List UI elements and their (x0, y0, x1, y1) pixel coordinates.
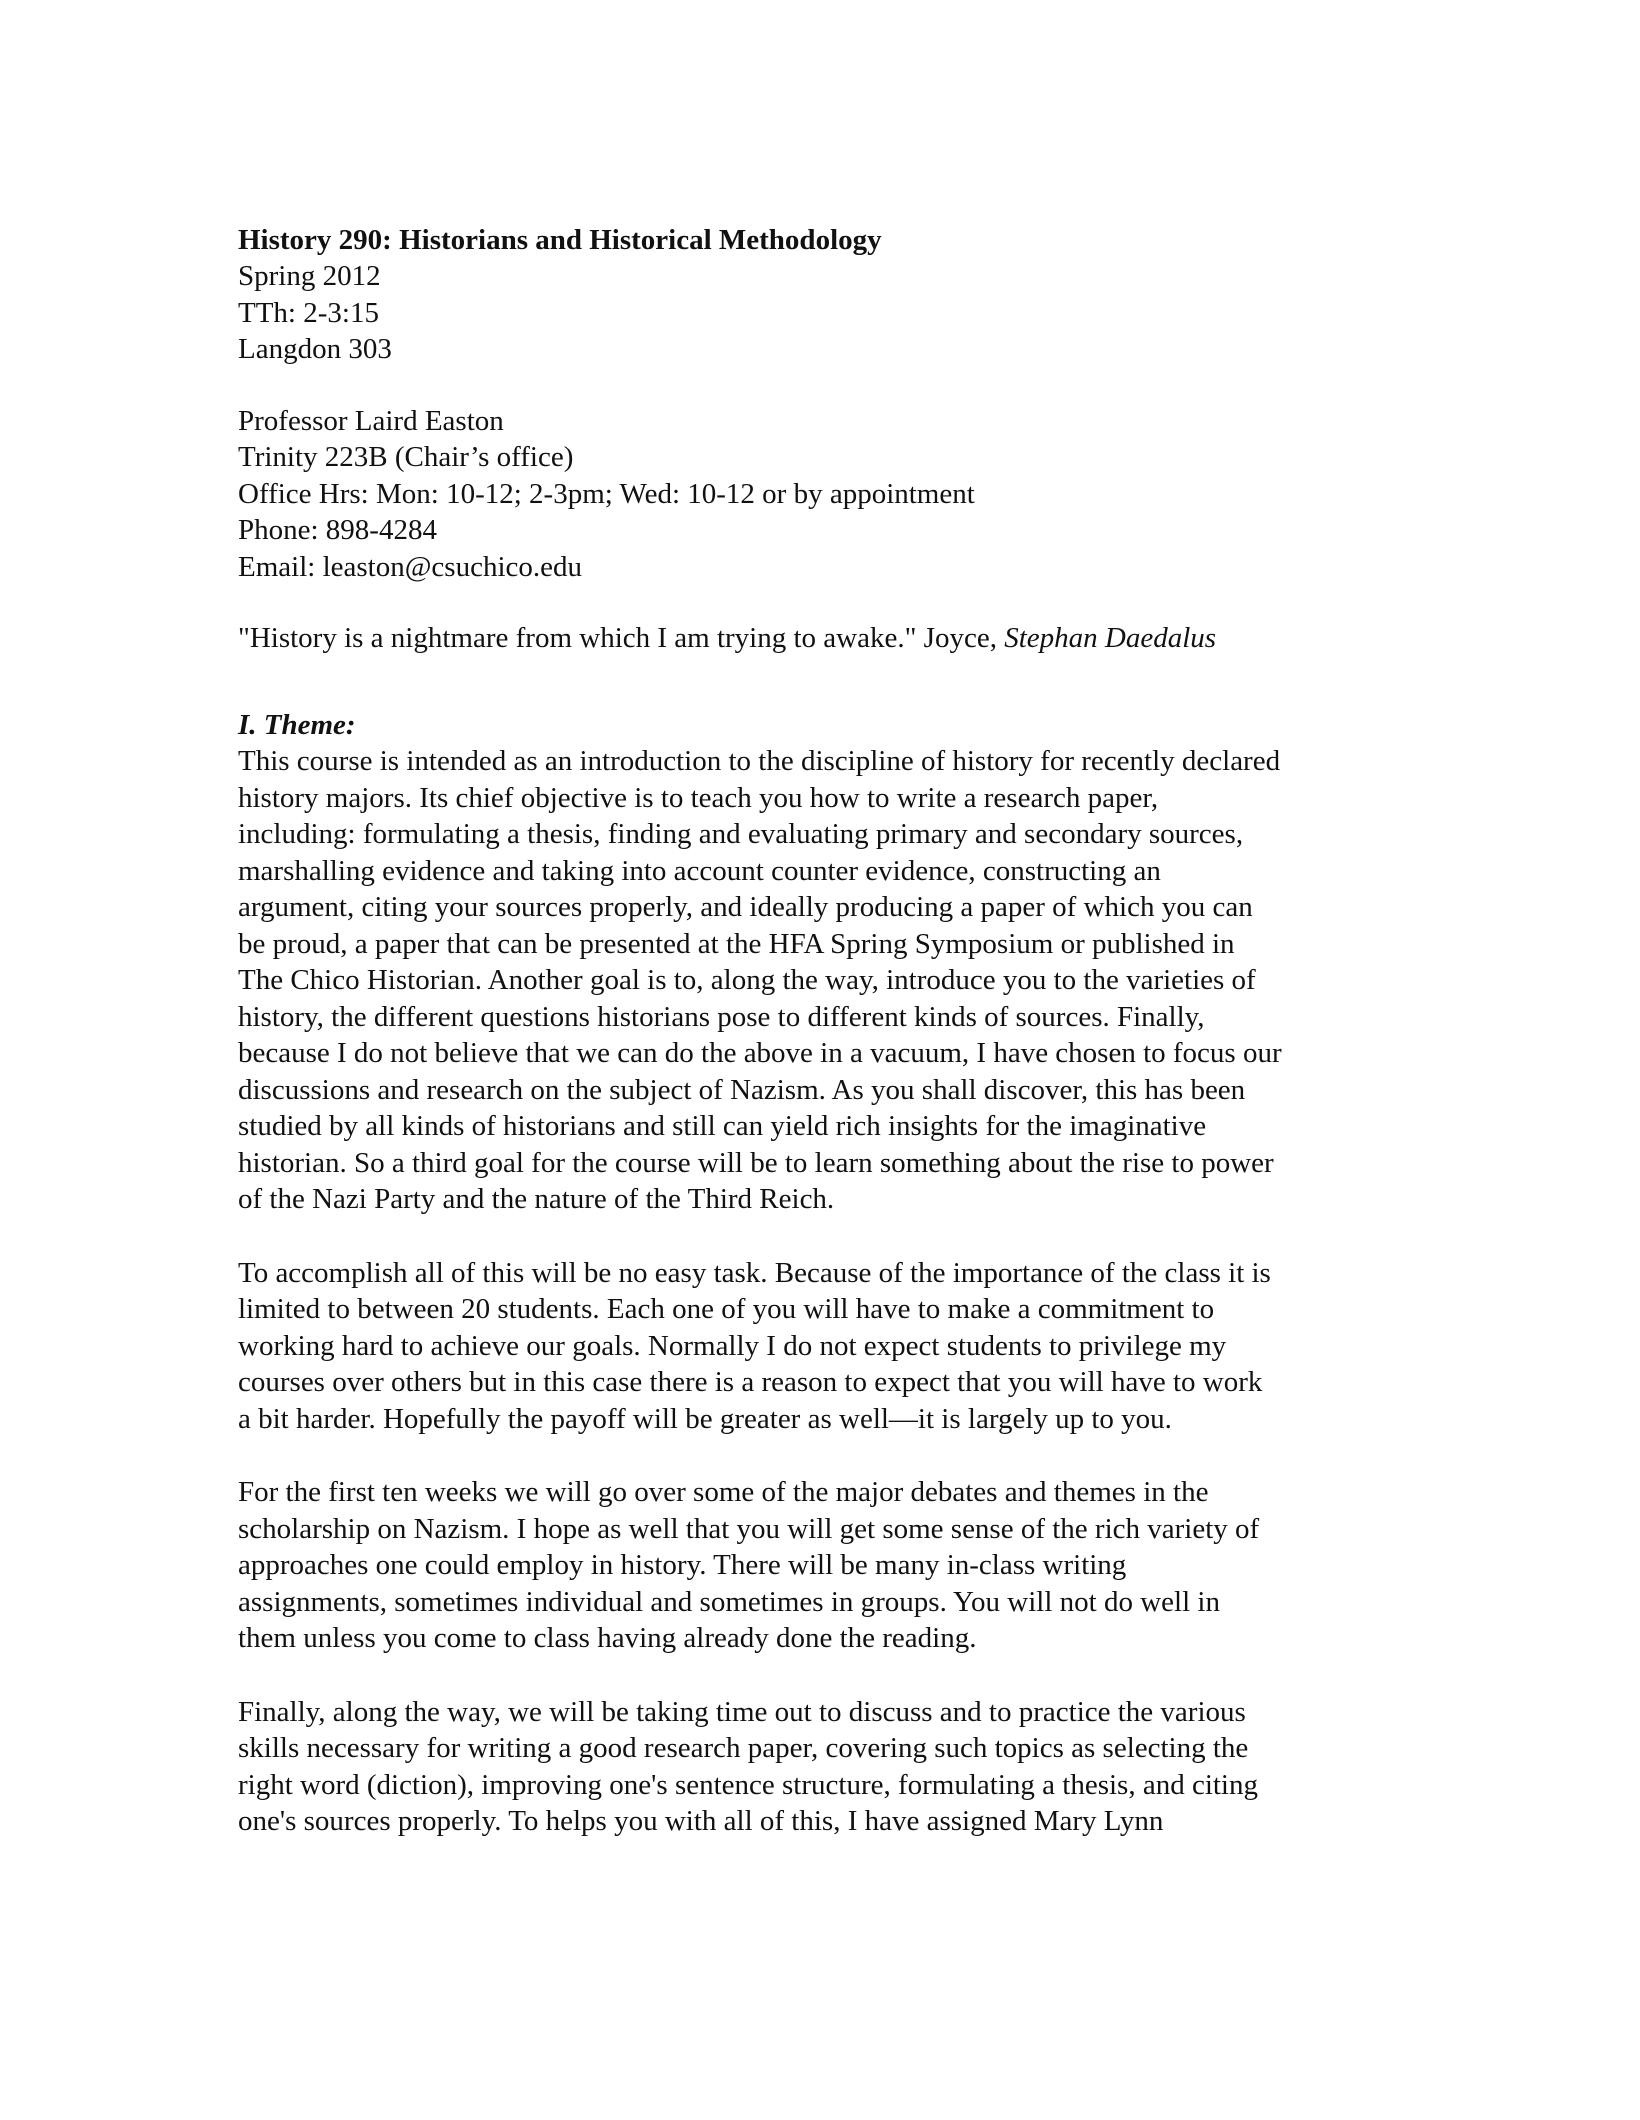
paragraph-line: because I do not believe that we can do the above in a vacuum, I have chosen to focus our (238, 1037, 1282, 1069)
course-schedule: TTh: 2-3:15 (238, 296, 379, 329)
instructor-hours: Office Hrs: Mon: 10-12; 2-3pm; Wed: 10-12 or by appointment (238, 477, 975, 510)
paragraph-line: assignments, sometimes individual and sometimes in groups. You will not do well in (238, 1585, 1220, 1618)
paragraph (238, 743, 1398, 1218)
paragraph-line: right word (diction), improving one's sentence structure, formulating a thesis, and citing (238, 1768, 1258, 1801)
paragraph-line: The Chico Historian. Another goal is to, along the way, introduce you to the varieties of (238, 964, 1256, 996)
paragraph-line: be proud, a paper that can be presented at the HFA Spring Symposium or published in (238, 927, 1235, 960)
epigraph (238, 620, 1398, 657)
course-info (238, 258, 1398, 368)
paragraph-line: marshalling evidence and taking into account counter evidence, constructing an (238, 854, 1161, 887)
epigraph-text: "History is a nightmare from which I am trying to awake." Joyce, (238, 622, 1005, 654)
paragraph (238, 1474, 1398, 1657)
paragraph-line: a bit harder. Hopefully the payoff will be greater as well—it is largely up to you. (238, 1402, 1172, 1435)
instructor-info (238, 403, 1398, 586)
paragraph (238, 1255, 1398, 1438)
paragraph-line: approaches one could employ in history. There will be many in-class writing (238, 1549, 1127, 1581)
paragraph-line: limited to between 20 students. Each one of you will have to make a commitment to (238, 1293, 1215, 1325)
instructor-phone: Phone: 898-4284 (238, 514, 437, 546)
paragraph-line: working hard to achieve our goals. Normally I do not expect students to privilege my (238, 1329, 1227, 1362)
instructor-email: Email: leaston@csuchico.edu (238, 550, 582, 583)
paragraph-line: This course is intended as an introduction to the discipline of history for recently declared (238, 745, 1281, 777)
paragraph-line: historian. So a third goal for the course will be to learn something about the rise to power (238, 1146, 1274, 1179)
syllabus-page (238, 222, 1398, 1840)
paragraph-line: To accomplish all of this will be no easy task. Because of the importance of the class it is (238, 1256, 1271, 1289)
course-title: History 290: Historians and Historical Methodology (238, 224, 882, 256)
paragraph (238, 1694, 1398, 1840)
paragraph-line: including: formulating a thesis, finding and evaluating primary and secondary sources, (238, 818, 1244, 850)
course-room: Langdon 303 (238, 333, 392, 365)
epigraph-work: Stephan Daedalus (1004, 622, 1217, 654)
paragraph-line: studied by all kinds of historians and still can yield rich insights for the imaginative (238, 1110, 1207, 1142)
paragraph-line: For the first ten weeks we will go over some of the major debates and themes in the (238, 1476, 1209, 1508)
paragraph-line: courses over others but in this case there is a reason to expect that you will have to work (238, 1366, 1263, 1398)
instructor-name: Professor Laird Easton (238, 404, 504, 437)
paragraph-line: Finally, along the way, we will be taking time out to discuss and to practice the various (238, 1695, 1246, 1728)
paragraph-line: argument, citing your sources properly, and ideally producing a paper of which you can (238, 891, 1253, 923)
course-term: Spring 2012 (238, 260, 381, 292)
paragraph-line: them unless you come to class having already done the reading. (238, 1622, 977, 1654)
paragraph-line: scholarship on Nazism. I hope as well that you will get some sense of the rich variety of (238, 1512, 1260, 1545)
paragraph-line: of the Nazi Party and the nature of the Third Reich. (238, 1183, 835, 1215)
section-heading-theme: I. Theme: (238, 708, 356, 741)
paragraph-line: history majors. Its chief objective is to teach you how to write a research paper, (238, 781, 1159, 814)
paragraph-line: one's sources properly. To helps you with all of this, I have assigned Mary Lynn (238, 1805, 1164, 1837)
paragraph-line: skills necessary for writing a good research paper, covering such topics as selecting the (238, 1732, 1249, 1764)
paragraph-line: history, the different questions historians pose to different kinds of sources. Finally, (238, 1000, 1205, 1033)
instructor-office: Trinity 223B (Chair’s office) (238, 441, 574, 473)
paragraph-line: discussions and research on the subject of Nazism. As you shall discover, this has been (238, 1073, 1246, 1106)
